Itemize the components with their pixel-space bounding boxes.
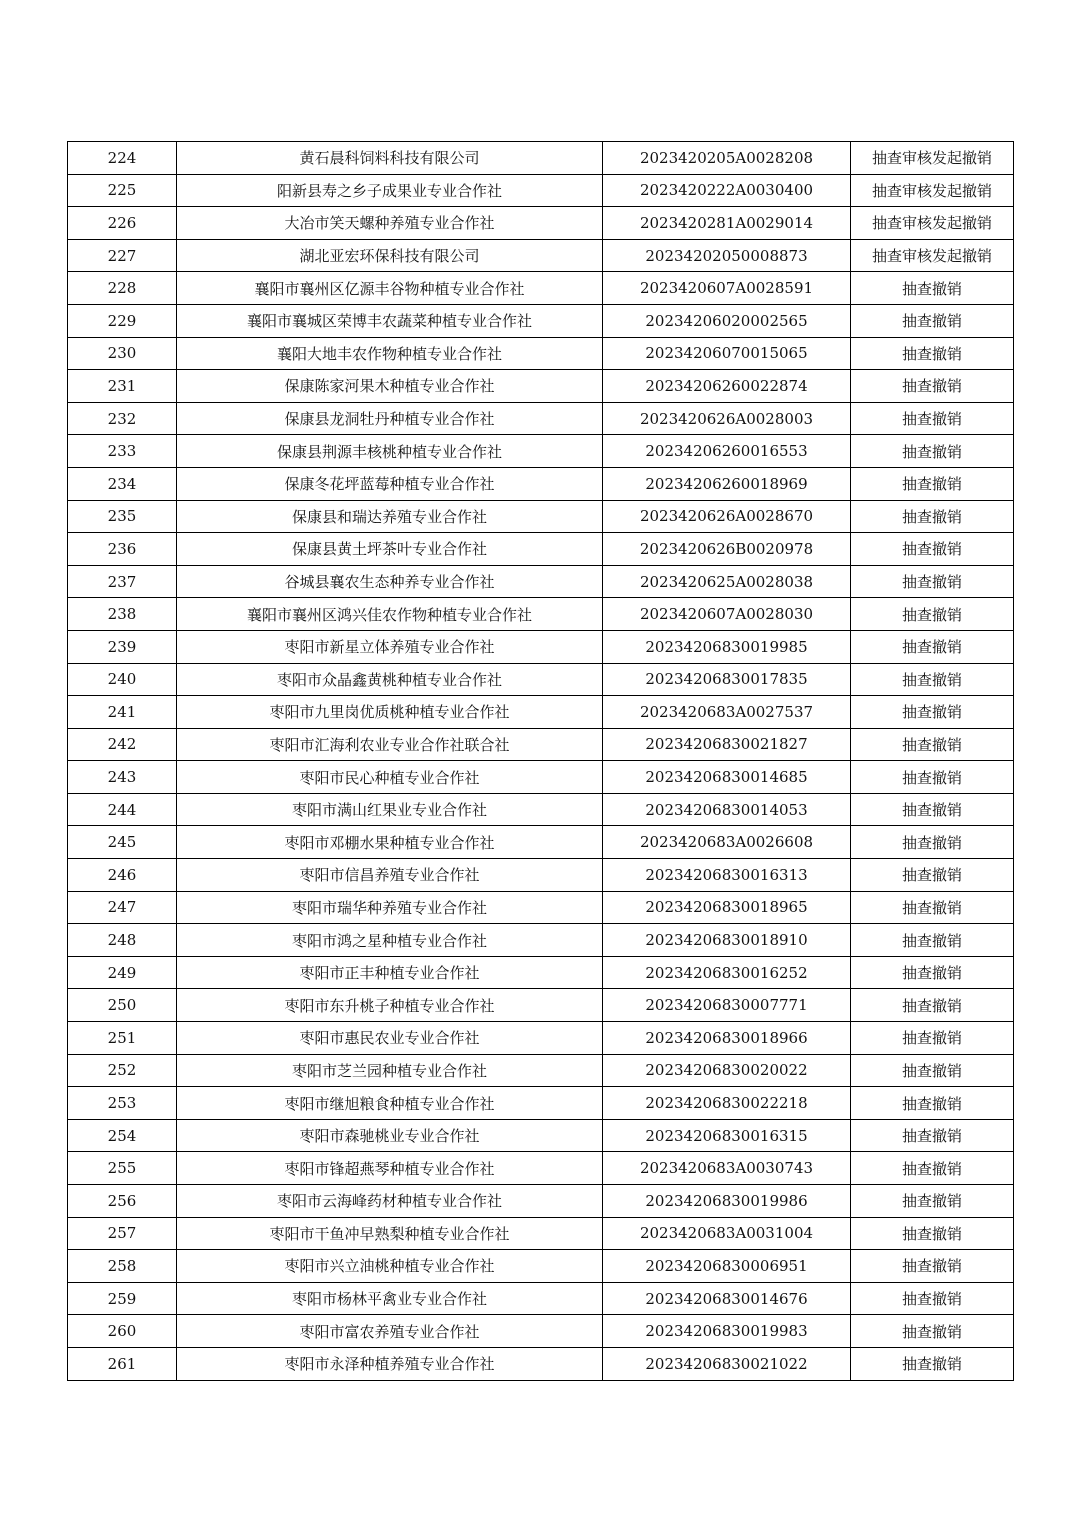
- table-row: [68, 1087, 1014, 1120]
- table-row: [68, 272, 1014, 305]
- certificate-code-cell: 20234206830020022: [603, 1054, 851, 1087]
- row-number-cell: 234: [68, 467, 177, 500]
- table-row: [68, 304, 1014, 337]
- certificate-code-cell: 2023420626B0020978: [603, 533, 851, 566]
- status-cell: 抽查撤销: [851, 728, 1014, 761]
- certificate-code-cell: 2023420626A0028670: [603, 500, 851, 533]
- status-cell: 抽查撤销: [851, 304, 1014, 337]
- row-number-cell: 224: [68, 142, 177, 175]
- table-row: [68, 598, 1014, 631]
- entity-name-cell: 谷城县襄农生态种养专业合作社: [177, 565, 603, 598]
- status-cell: 抽查撤销: [851, 402, 1014, 435]
- status-cell: 抽查撤销: [851, 891, 1014, 924]
- certificate-code-cell: 20234206830018966: [603, 1022, 851, 1055]
- status-cell: 抽查撤销: [851, 924, 1014, 957]
- status-cell: 抽查撤销: [851, 337, 1014, 370]
- table-row: [68, 956, 1014, 989]
- entity-name-cell: 阳新县寿之乡子成果业专业合作社: [177, 174, 603, 207]
- entity-name-cell: 大冶市笑天螺种养殖专业合作社: [177, 207, 603, 240]
- status-cell: 抽查撤销: [851, 956, 1014, 989]
- row-number-cell: 253: [68, 1087, 177, 1120]
- status-cell: 抽查撤销: [851, 1185, 1014, 1218]
- certificate-code-cell: 20234206830018965: [603, 891, 851, 924]
- row-number-cell: 254: [68, 1119, 177, 1152]
- certificate-code-cell: 20234206830022218: [603, 1087, 851, 1120]
- status-cell: 抽查撤销: [851, 989, 1014, 1022]
- status-cell: 抽查审核发起撤销: [851, 174, 1014, 207]
- table-row: [68, 174, 1014, 207]
- status-cell: 抽查撤销: [851, 663, 1014, 696]
- table-row: [68, 663, 1014, 696]
- entity-name-cell: 保康冬花坪蓝莓种植专业合作社: [177, 467, 603, 500]
- row-number-cell: 256: [68, 1185, 177, 1218]
- certificate-code-cell: 20234206830019986: [603, 1185, 851, 1218]
- status-cell: 抽查撤销: [851, 1282, 1014, 1315]
- status-cell: 抽查审核发起撤销: [851, 239, 1014, 272]
- status-cell: 抽查撤销: [851, 630, 1014, 663]
- row-number-cell: 245: [68, 826, 177, 859]
- table-row: [68, 826, 1014, 859]
- certificate-code-cell: 20234206830016315: [603, 1119, 851, 1152]
- entity-name-cell: 枣阳市汇海利农业专业合作社联合社: [177, 728, 603, 761]
- row-number-cell: 261: [68, 1347, 177, 1380]
- status-cell: 抽查撤销: [851, 1087, 1014, 1120]
- entity-name-cell: 枣阳市瑞华种养殖专业合作社: [177, 891, 603, 924]
- row-number-cell: 243: [68, 761, 177, 794]
- table-row: [68, 989, 1014, 1022]
- table-row: [68, 1347, 1014, 1380]
- row-number-cell: 235: [68, 500, 177, 533]
- entity-name-cell: 枣阳市东升桃子种植专业合作社: [177, 989, 603, 1022]
- table-row: [68, 859, 1014, 892]
- row-number-cell: 237: [68, 565, 177, 598]
- certificate-code-cell: 2023420607A0028591: [603, 272, 851, 305]
- row-number-cell: 257: [68, 1217, 177, 1250]
- row-number-cell: 247: [68, 891, 177, 924]
- status-cell: 抽查撤销: [851, 826, 1014, 859]
- row-number-cell: 225: [68, 174, 177, 207]
- row-number-cell: 246: [68, 859, 177, 892]
- table-row: [68, 533, 1014, 566]
- certificate-code-cell: 20234206830016313: [603, 859, 851, 892]
- table-row: [68, 239, 1014, 272]
- entity-name-cell: 襄阳市襄州区鸿兴佳农作物种植专业合作社: [177, 598, 603, 631]
- entity-name-cell: 枣阳市惠民农业专业合作社: [177, 1022, 603, 1055]
- entity-name-cell: 枣阳市杨林平禽业专业合作社: [177, 1282, 603, 1315]
- entity-name-cell: 枣阳市永泽种植养殖专业合作社: [177, 1347, 603, 1380]
- table-row: [68, 761, 1014, 794]
- certificate-code-cell: 2023420683A0030743: [603, 1152, 851, 1185]
- status-cell: 抽查撤销: [851, 1152, 1014, 1185]
- table-row: [68, 435, 1014, 468]
- certificate-code-cell: 2023420625A0028038: [603, 565, 851, 598]
- table-row: [68, 1250, 1014, 1283]
- certificate-code-cell: 20234202050008873: [603, 239, 851, 272]
- status-cell: 抽查撤销: [851, 435, 1014, 468]
- table-row: [68, 1282, 1014, 1315]
- row-number-cell: 232: [68, 402, 177, 435]
- certificate-code-cell: 20234206830014676: [603, 1282, 851, 1315]
- certificate-code-cell: 20234206260018969: [603, 467, 851, 500]
- row-number-cell: 231: [68, 370, 177, 403]
- status-cell: 抽查撤销: [851, 696, 1014, 729]
- row-number-cell: 227: [68, 239, 177, 272]
- certificate-code-cell: 20234206830021022: [603, 1347, 851, 1380]
- row-number-cell: 240: [68, 663, 177, 696]
- certificate-code-cell: 2023420683A0026608: [603, 826, 851, 859]
- certificate-code-cell: 20234206830014685: [603, 761, 851, 794]
- table-row: [68, 370, 1014, 403]
- table-row: [68, 1217, 1014, 1250]
- certificate-code-cell: 20234206070015065: [603, 337, 851, 370]
- table-row: [68, 142, 1014, 175]
- table-row: [68, 467, 1014, 500]
- entity-name-cell: 枣阳市新星立体养殖专业合作社: [177, 630, 603, 663]
- records-table: [67, 141, 1014, 1381]
- table-row: [68, 1119, 1014, 1152]
- table-row: [68, 337, 1014, 370]
- row-number-cell: 255: [68, 1152, 177, 1185]
- table-row: [68, 630, 1014, 663]
- row-number-cell: 226: [68, 207, 177, 240]
- certificate-code-cell: 20234206830019985: [603, 630, 851, 663]
- certificate-code-cell: 2023420222A0030400: [603, 174, 851, 207]
- entity-name-cell: 保康县荆源丰核桃种植专业合作社: [177, 435, 603, 468]
- table-row: [68, 1315, 1014, 1348]
- row-number-cell: 242: [68, 728, 177, 761]
- status-cell: 抽查撤销: [851, 598, 1014, 631]
- status-cell: 抽查撤销: [851, 1250, 1014, 1283]
- certificate-code-cell: 20234206830007771: [603, 989, 851, 1022]
- table-row: [68, 500, 1014, 533]
- entity-name-cell: 枣阳市众晶鑫黄桃种植专业合作社: [177, 663, 603, 696]
- row-number-cell: 248: [68, 924, 177, 957]
- certificate-code-cell: 20234206830021827: [603, 728, 851, 761]
- entity-name-cell: 枣阳市满山红果业专业合作社: [177, 793, 603, 826]
- certificate-code-cell: 20234206830019983: [603, 1315, 851, 1348]
- certificate-code-cell: 20234206830016252: [603, 956, 851, 989]
- row-number-cell: 244: [68, 793, 177, 826]
- entity-name-cell: 枣阳市继旭粮食种植专业合作社: [177, 1087, 603, 1120]
- row-number-cell: 229: [68, 304, 177, 337]
- entity-name-cell: 枣阳市锋超燕琴种植专业合作社: [177, 1152, 603, 1185]
- row-number-cell: 251: [68, 1022, 177, 1055]
- status-cell: 抽查撤销: [851, 1347, 1014, 1380]
- entity-name-cell: 襄阳大地丰农作物种植专业合作社: [177, 337, 603, 370]
- certificate-code-cell: 20234206830017835: [603, 663, 851, 696]
- entity-name-cell: 枣阳市芝兰园种植专业合作社: [177, 1054, 603, 1087]
- certificate-code-cell: 2023420626A0028003: [603, 402, 851, 435]
- status-cell: 抽查撤销: [851, 761, 1014, 794]
- table-row: [68, 207, 1014, 240]
- entity-name-cell: 枣阳市兴立油桃种植专业合作社: [177, 1250, 603, 1283]
- certificate-code-cell: 20234206260016553: [603, 435, 851, 468]
- certificate-code-cell: 20234206830006951: [603, 1250, 851, 1283]
- entity-name-cell: 保康县黄土坪茶叶专业合作社: [177, 533, 603, 566]
- table-row: [68, 793, 1014, 826]
- entity-name-cell: 保康陈家河果木种植专业合作社: [177, 370, 603, 403]
- entity-name-cell: 保康县龙洞牡丹种植专业合作社: [177, 402, 603, 435]
- entity-name-cell: 枣阳市信昌养殖专业合作社: [177, 859, 603, 892]
- certificate-code-cell: 2023420607A0028030: [603, 598, 851, 631]
- status-cell: 抽查撤销: [851, 500, 1014, 533]
- entity-name-cell: 枣阳市正丰种植专业合作社: [177, 956, 603, 989]
- row-number-cell: 250: [68, 989, 177, 1022]
- status-cell: 抽查撤销: [851, 533, 1014, 566]
- row-number-cell: 236: [68, 533, 177, 566]
- row-number-cell: 259: [68, 1282, 177, 1315]
- table-row: [68, 402, 1014, 435]
- entity-name-cell: 枣阳市森驰桃业专业合作社: [177, 1119, 603, 1152]
- status-cell: 抽查审核发起撤销: [851, 142, 1014, 175]
- certificate-code-cell: 2023420205A0028208: [603, 142, 851, 175]
- certificate-code-cell: 20234206830018910: [603, 924, 851, 957]
- status-cell: 抽查撤销: [851, 1315, 1014, 1348]
- entity-name-cell: 襄阳市襄城区荣博丰农蔬菜种植专业合作社: [177, 304, 603, 337]
- entity-name-cell: 襄阳市襄州区亿源丰谷物种植专业合作社: [177, 272, 603, 305]
- entity-name-cell: 黄石晨科饲料科技有限公司: [177, 142, 603, 175]
- status-cell: 抽查撤销: [851, 1054, 1014, 1087]
- entity-name-cell: 保康县和瑞达养殖专业合作社: [177, 500, 603, 533]
- status-cell: 抽查撤销: [851, 859, 1014, 892]
- status-cell: 抽查撤销: [851, 565, 1014, 598]
- table-row: [68, 1152, 1014, 1185]
- row-number-cell: 249: [68, 956, 177, 989]
- certificate-code-cell: 2023420683A0031004: [603, 1217, 851, 1250]
- records-table-body: [68, 142, 1014, 1381]
- status-cell: 抽查撤销: [851, 793, 1014, 826]
- row-number-cell: 258: [68, 1250, 177, 1283]
- table-row: [68, 565, 1014, 598]
- row-number-cell: 238: [68, 598, 177, 631]
- entity-name-cell: 枣阳市邓棚水果种植专业合作社: [177, 826, 603, 859]
- certificate-code-cell: 20234206260022874: [603, 370, 851, 403]
- certificate-code-cell: 20234206020002565: [603, 304, 851, 337]
- certificate-code-cell: 2023420281A0029014: [603, 207, 851, 240]
- entity-name-cell: 枣阳市云海峰药材种植专业合作社: [177, 1185, 603, 1218]
- table-row: [68, 1022, 1014, 1055]
- status-cell: 抽查撤销: [851, 1022, 1014, 1055]
- status-cell: 抽查撤销: [851, 272, 1014, 305]
- certificate-code-cell: 2023420683A0027537: [603, 696, 851, 729]
- certificate-code-cell: 20234206830014053: [603, 793, 851, 826]
- entity-name-cell: 湖北亚宏环保科技有限公司: [177, 239, 603, 272]
- table-row: [68, 924, 1014, 957]
- table-row: [68, 1054, 1014, 1087]
- row-number-cell: 260: [68, 1315, 177, 1348]
- entity-name-cell: 枣阳市民心种植专业合作社: [177, 761, 603, 794]
- status-cell: 抽查审核发起撤销: [851, 207, 1014, 240]
- row-number-cell: 228: [68, 272, 177, 305]
- table-row: [68, 696, 1014, 729]
- table-row: [68, 891, 1014, 924]
- status-cell: 抽查撤销: [851, 1217, 1014, 1250]
- entity-name-cell: 枣阳市富农养殖专业合作社: [177, 1315, 603, 1348]
- row-number-cell: 239: [68, 630, 177, 663]
- entity-name-cell: 枣阳市鸿之星种植专业合作社: [177, 924, 603, 957]
- entity-name-cell: 枣阳市九里岗优质桃种植专业合作社: [177, 696, 603, 729]
- status-cell: 抽查撤销: [851, 1119, 1014, 1152]
- row-number-cell: 241: [68, 696, 177, 729]
- entity-name-cell: 枣阳市干鱼冲早熟梨种植专业合作社: [177, 1217, 603, 1250]
- row-number-cell: 252: [68, 1054, 177, 1087]
- status-cell: 抽查撤销: [851, 370, 1014, 403]
- table-row: [68, 728, 1014, 761]
- status-cell: 抽查撤销: [851, 467, 1014, 500]
- row-number-cell: 233: [68, 435, 177, 468]
- row-number-cell: 230: [68, 337, 177, 370]
- table-row: [68, 1185, 1014, 1218]
